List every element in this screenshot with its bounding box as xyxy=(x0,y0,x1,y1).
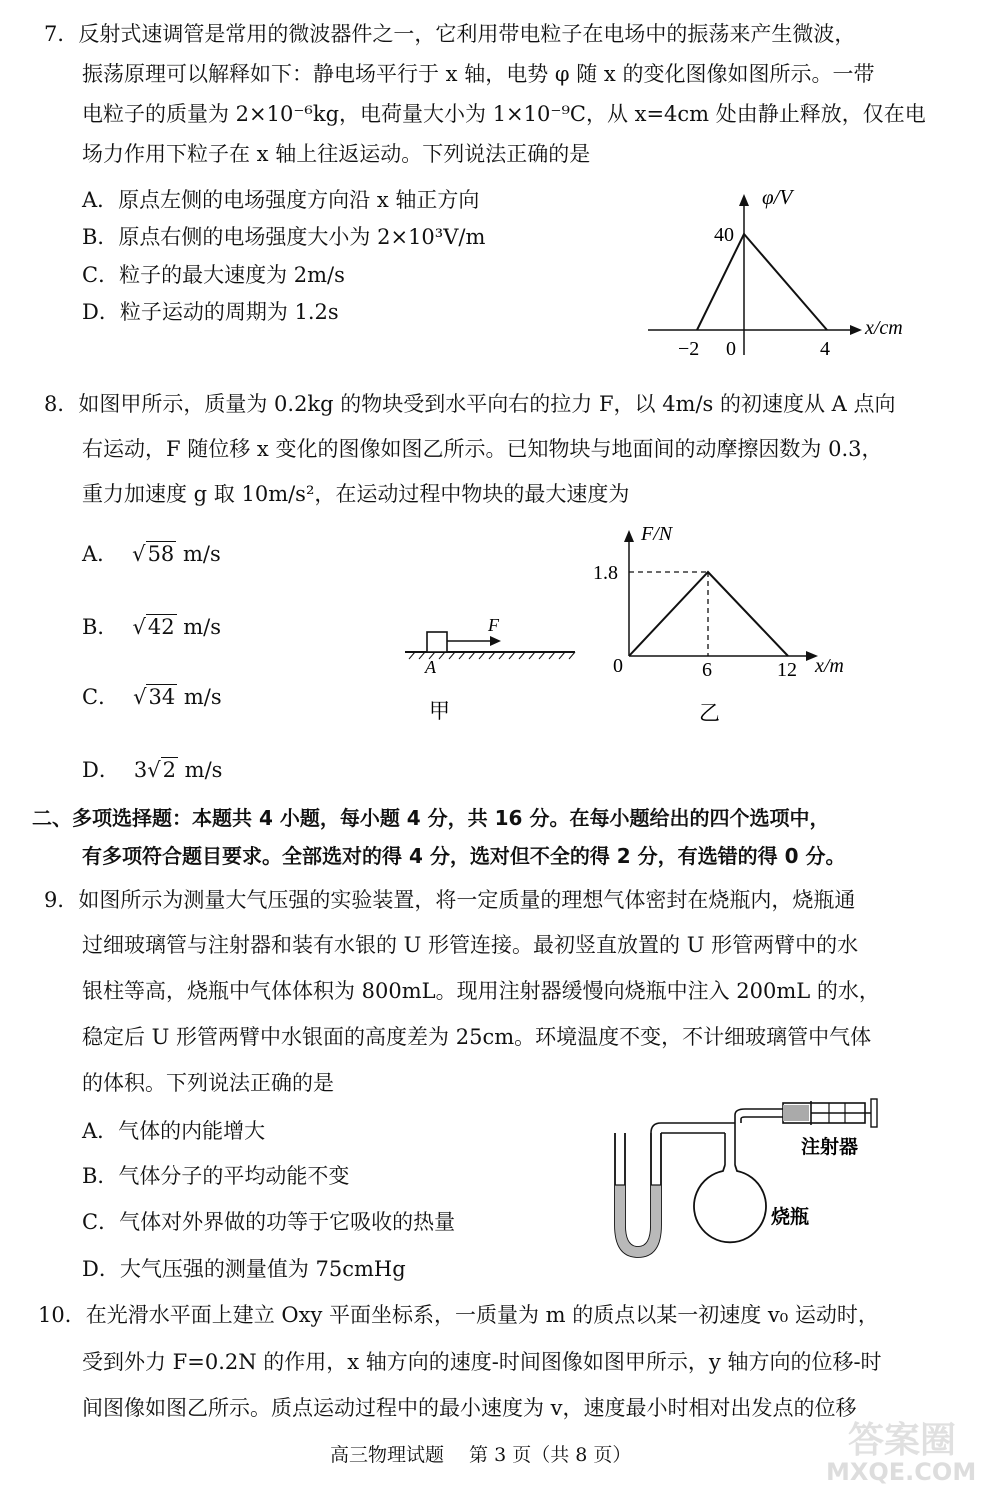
q9-apparatus-figure xyxy=(605,1095,905,1275)
sqrt-icon: √ xyxy=(147,758,161,782)
sqrt-icon: √ xyxy=(133,685,147,709)
q8-option-b-unit: m/s xyxy=(183,615,222,639)
q8-option-c-letter: C． xyxy=(82,685,120,709)
q8-option-d xyxy=(82,760,222,781)
q9-line-4: 稳定后 U 形管两臂中水银面的高度差为 25cm。环境温度不变，不计细玻璃管中气体 xyxy=(82,1025,872,1049)
q7-option-a: A．原点左侧的电场强度方向沿 x 轴正方向 xyxy=(82,188,480,212)
q8-option-d-unit: m/s xyxy=(184,758,223,782)
q9-line-2: 过细玻璃管与注射器和装有水银的 U 形管连接。最初竖直放置的 U 形管两臂中的水 xyxy=(82,933,859,957)
q8-option-a xyxy=(82,544,221,565)
force-label: F xyxy=(488,615,499,635)
syringe-label: 注射器 xyxy=(801,1136,859,1158)
yi-x-axis-label: x/m xyxy=(815,655,844,677)
syringe-tube-top xyxy=(735,1109,783,1123)
glass-tube-top xyxy=(651,1123,735,1133)
syringe-tube-bottom xyxy=(741,1117,783,1123)
q7-y-axis-label: φ/V xyxy=(762,185,793,209)
q8-option-a-radicand: 58 xyxy=(147,542,175,566)
u-tube-inner xyxy=(625,1133,651,1247)
q7-line-3: 电粒子的质量为 2×10⁻⁶kg，电荷量大小为 1×10⁻⁹C，从 x=4cm 处由静止释放，仅在电 xyxy=(82,102,926,126)
page-footer: 高三物理试题 第 3 页（共 8 页） xyxy=(330,1444,632,1466)
q8-option-b-radicand: 42 xyxy=(147,615,175,639)
section2-line-2: 有多项符合题目要求。全部选对的得 4 分，选对但不全的得 2 分，有选错的得 0 分。 xyxy=(82,844,846,868)
q9-option-b: B．气体分子的平均动能不变 xyxy=(82,1164,350,1188)
yi-tick-6: 6 xyxy=(702,659,712,681)
q8-figure-yi xyxy=(585,520,875,730)
q8-line-1: 8．如图甲所示，质量为 0.2kg 的物块受到水平向右的拉力 F，以 4m/s 的初速度从 A 点向 xyxy=(44,392,896,416)
force-arrow-icon xyxy=(490,636,501,646)
q8-line-3: 重力加速度 g 取 10m/s²，在运动过程中物块的最大速度为 xyxy=(82,482,630,506)
q10-line-3: 间图像如图乙所示。质点运动过程中的最小速度为 v，速度最小时相对出发点的位移 xyxy=(82,1396,857,1420)
q8-option-b-letter: B． xyxy=(82,615,119,639)
q8-option-b xyxy=(82,617,221,638)
q8-option-d-radicand: 2 xyxy=(162,758,176,782)
q8-figure-jia xyxy=(395,610,585,720)
q9-line-1: 9．如图所示为测量大气压强的实验装置，将一定质量的理想气体密封在烧瓶内，烧瓶通 xyxy=(44,888,856,912)
q9-option-a: A．气体的内能增大 xyxy=(82,1119,266,1143)
q7-potential-line xyxy=(697,234,827,330)
q8-line-2: 右运动，F 随位移 x 变化的图像如图乙所示。已知物块与地面间的动摩擦因数为 0.3， xyxy=(82,437,883,461)
sqrt-icon: √ xyxy=(132,615,146,639)
q8-option-d-prefix: 3 xyxy=(133,758,148,782)
q9-line-5: 的体积。下列说法正确的是 xyxy=(82,1071,334,1095)
q7-tick-neg2: −2 xyxy=(678,338,700,360)
q7-option-c: C．粒子的最大速度为 2m/s xyxy=(82,263,345,287)
sqrt-icon: √ xyxy=(132,542,146,566)
syringe-handle xyxy=(871,1099,877,1127)
q8-option-c-radicand: 34 xyxy=(148,685,176,709)
q8-option-c xyxy=(82,687,222,708)
q10-line-2: 受到外力 F=0.2N 的作用，x 轴方向的速度-时间图像如图甲所示，y 轴方向的位移-时 xyxy=(82,1350,882,1374)
q8-option-d-letter: D． xyxy=(82,758,120,782)
syringe-water xyxy=(783,1105,809,1121)
yi-y-axis-label: F/N xyxy=(641,523,673,545)
section2-line-1: 二、多项选择题：本题共 4 小题，每小题 4 分，共 16 分。在每小题给出的四个选项中， xyxy=(32,806,830,830)
yi-peak-label: 1.8 xyxy=(593,562,618,584)
watermark-site: MXQE.COM xyxy=(826,1458,977,1486)
q8-option-c-unit: m/s xyxy=(183,685,222,709)
q7-peak-label: 40 xyxy=(714,224,734,246)
watermark-logo: 答案圈 xyxy=(848,1420,957,1461)
block xyxy=(427,632,447,652)
q7-x-axis-label: x/cm xyxy=(865,317,903,339)
yi-tick-0: 0 xyxy=(613,655,623,677)
q7-tick-0: 0 xyxy=(726,338,736,360)
yi-tick-12: 12 xyxy=(777,659,797,681)
yi-y-arrow-icon xyxy=(624,530,634,542)
q7-line-2: 振荡原理可以解释如下：静电场平行于 x 轴，电势 φ 随 x 的变化图像如图所示。一带 xyxy=(82,62,875,86)
q7-option-b: B．原点右侧的电场强度大小为 2×10³V/m xyxy=(82,225,486,249)
q7-line-4: 场力作用下粒子在 x 轴上往返运动。下列说法正确的是 xyxy=(82,142,591,166)
q10-line-1: 10．在光滑水平面上建立 Oxy 平面坐标系，一质量为 m 的质点以某一初速度 v₀ 运动时， xyxy=(38,1303,879,1327)
q9-option-c: C．气体对外界做的功等于它吸收的热量 xyxy=(82,1210,456,1234)
q7-line-1: 7．反射式速调管是常用的微波器件之一，它利用带电粒子在电场中的振荡来产生微波， xyxy=(44,22,856,46)
point-a-label: A xyxy=(425,657,436,677)
caption-jia: 甲 xyxy=(429,699,450,720)
flask-bulb xyxy=(694,1165,766,1242)
q7-potential-graph xyxy=(640,180,920,360)
q7-tick-4: 4 xyxy=(820,338,830,360)
q7-x-arrow-icon xyxy=(850,325,862,335)
q7-option-d: D．粒子运动的周期为 1.2s xyxy=(82,300,339,324)
caption-yi: 乙 xyxy=(699,701,720,725)
q9-option-d: D．大气压强的测量值为 75cmHg xyxy=(82,1257,406,1281)
q7-y-arrow-icon xyxy=(739,194,749,206)
q8-option-a-letter: A． xyxy=(82,542,119,566)
q9-line-3: 银柱等高，烧瓶中气体体积为 800mL。现用注射器缓慢向烧瓶中注入 200mL 的水， xyxy=(82,979,880,1003)
q8-option-a-unit: m/s xyxy=(182,542,221,566)
flask-label: 烧瓶 xyxy=(771,1206,810,1228)
